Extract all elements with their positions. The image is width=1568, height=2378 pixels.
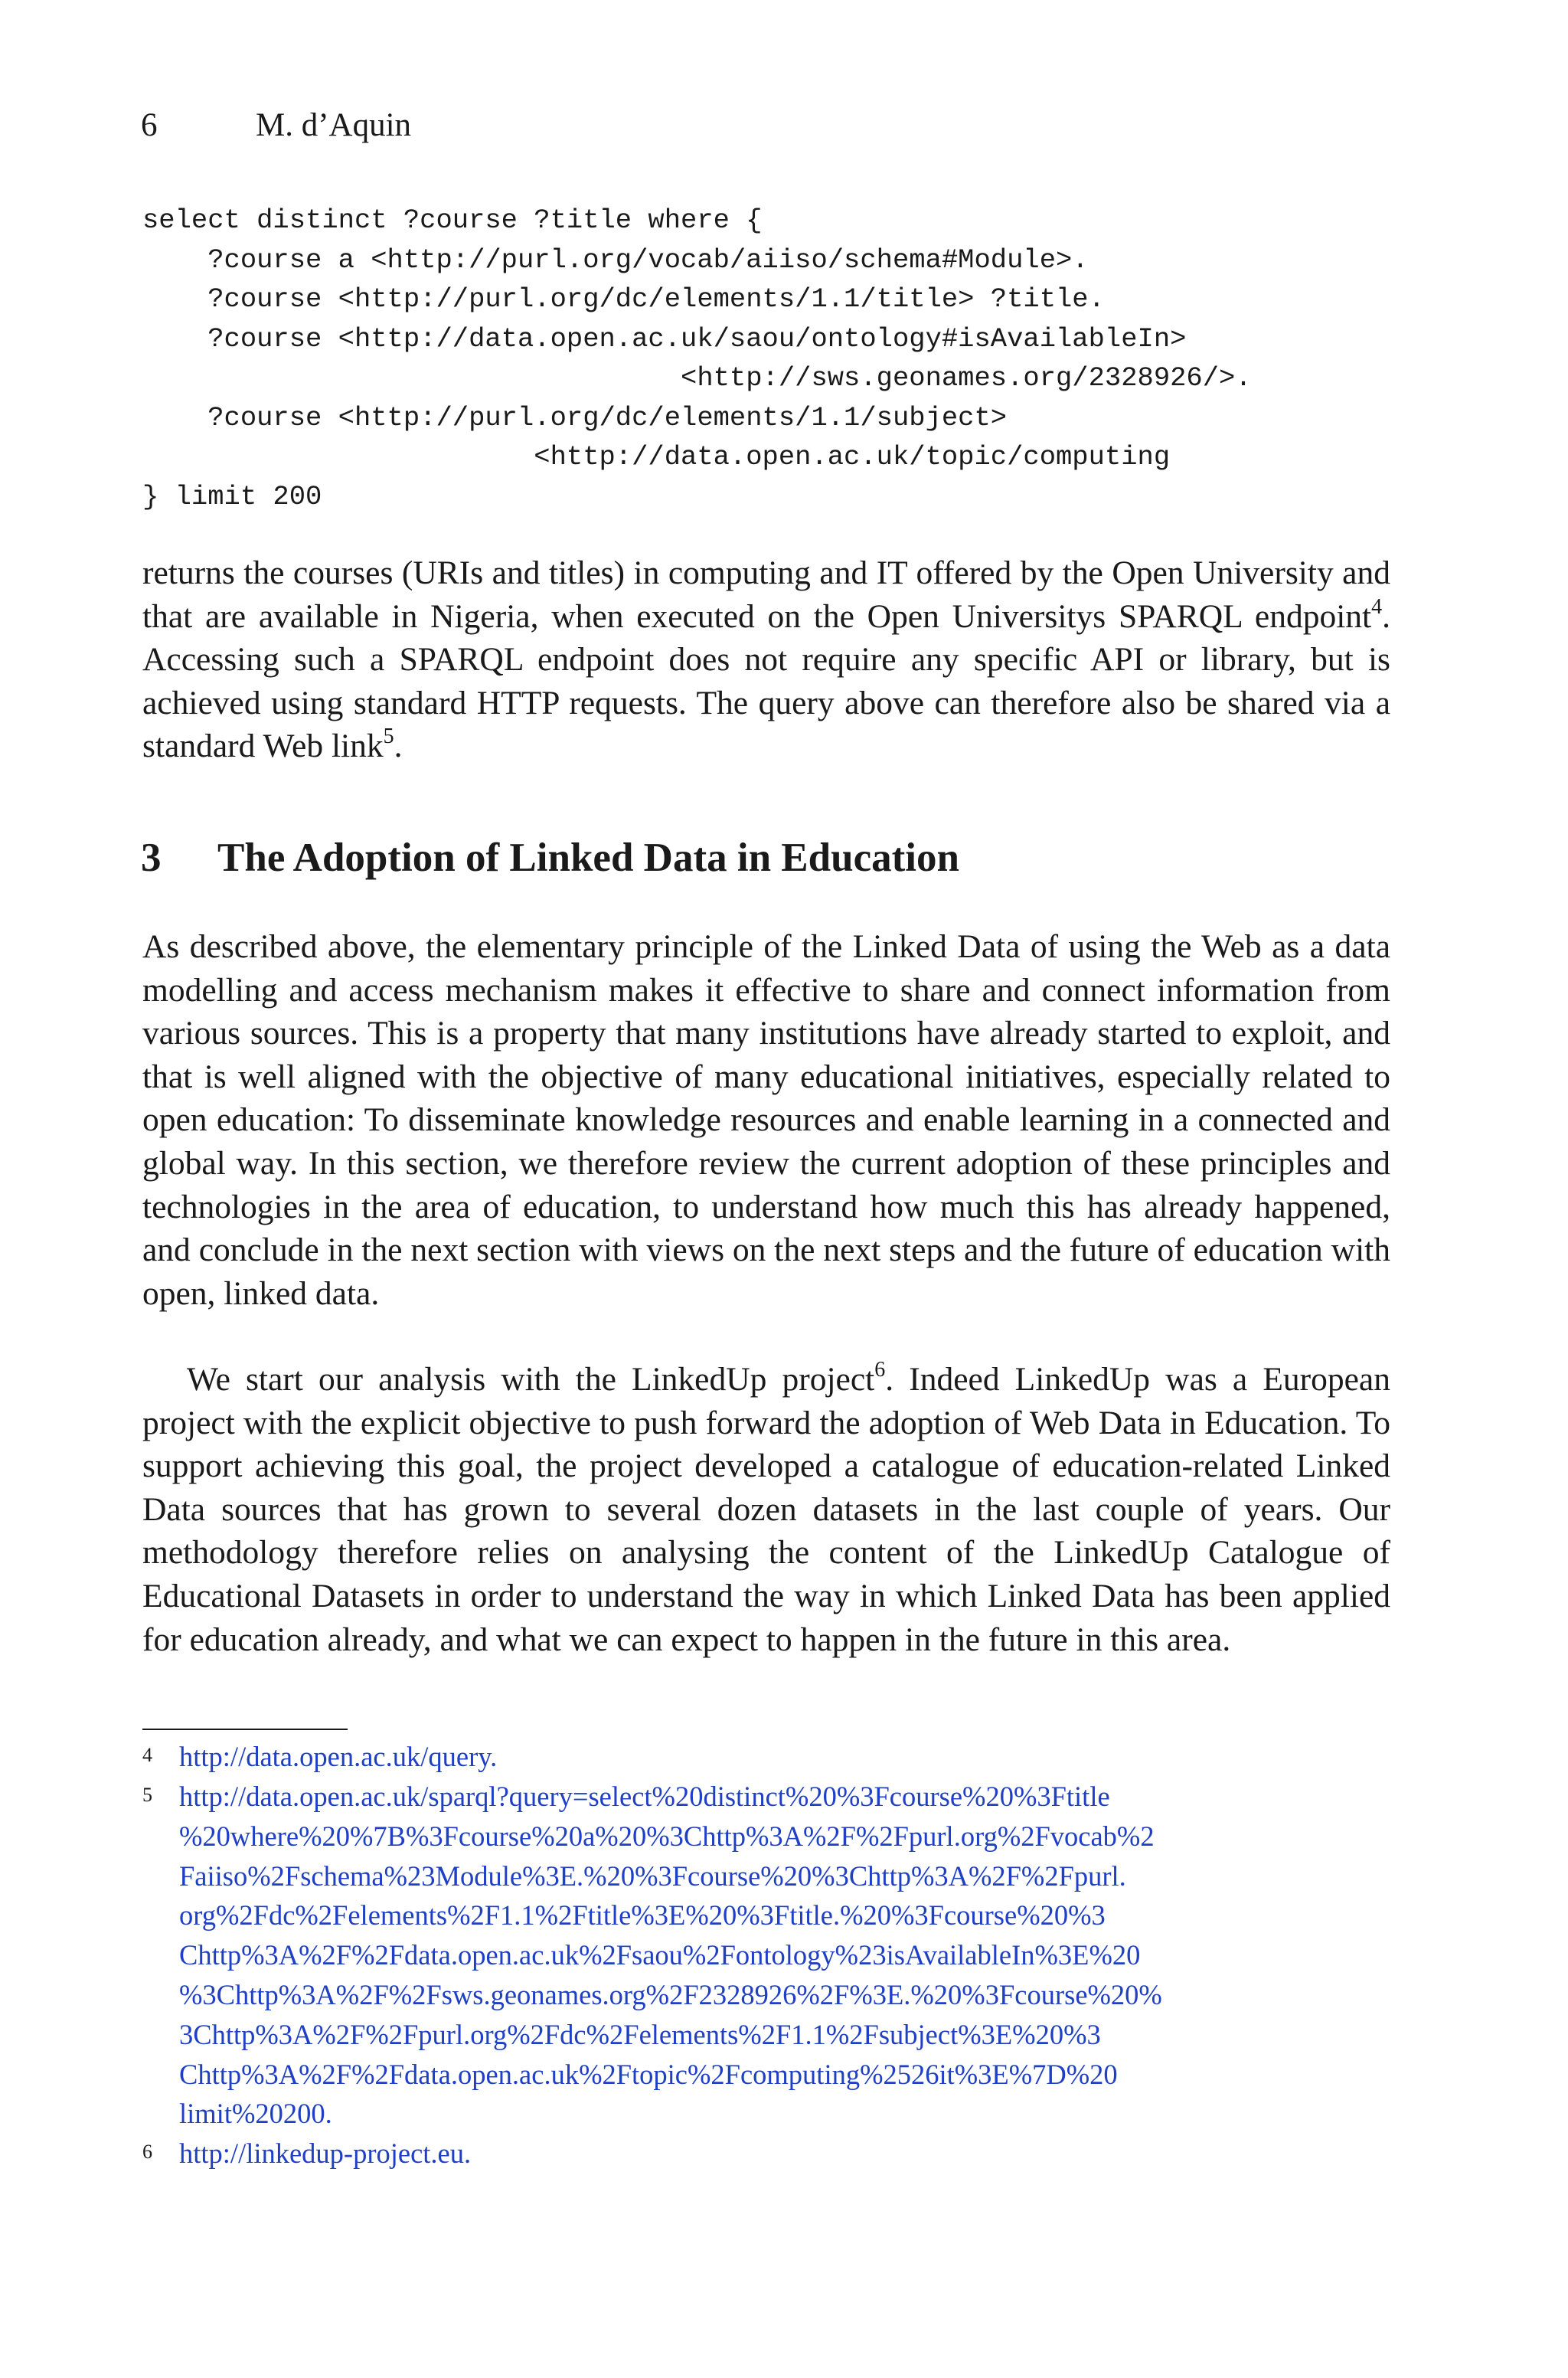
footnote-mark: 6	[142, 2141, 152, 2163]
footnote-mark: 5	[142, 1784, 152, 1806]
paragraph-linkedup-methodology: We start our analysis with the LinkedUp project$^6$. Indeed LinkedUp was a European project with the explicit objective to push forward the adoption of Web Data in Education. To support achieving this goal, the project developed a catalogue of education-related Linked Data sources that has grown to several dozen datasets in the last couple of years. Our methodology therefore relies on analysing the content of the LinkedUp Catalogue of Educational Datasets in order to understand the way in which Linked Data has been applied for education already, and what we can expect to happen in the future in this area.	[142, 1358, 1390, 1658]
sparql-code-block	[142, 201, 1429, 516]
code-line: ?course a <http://purl.org/vocab/aiiso/schema#Module>.	[142, 244, 1089, 276]
footnote-divider	[142, 1729, 348, 1730]
code-line: <http://sws.geonames.org/2328926/>.	[142, 362, 1252, 394]
footnote-6	[142, 2134, 1398, 2174]
code-line: } limit 200	[142, 480, 322, 512]
section-number: 3	[141, 836, 162, 880]
code-line: ?course <http://data.open.ac.uk/saou/ontology#isAvailableIn>	[142, 322, 1187, 355]
footnote-4	[142, 1737, 1398, 1777]
page-number: 6	[141, 107, 158, 143]
code-line: select distinct ?course ?title where {	[142, 204, 763, 236]
footnote-5-link[interactable]: http://data.open.ac.uk/sparql?query=select%20distinct%20%3Fcourse%20%3Ftitle %20where%20%7B%3Fcourse%20a%20%3Chttp%3A%2F%2Fpurl.org%2Fvocab%2 Faiiso%2Fschema%23Module%3E.%20%3Fcourse%20%3Chttp%3A%2F%2Fpurl. org%2Fdc%2Felements%2F1.1%2Ftitle%3E%20%3Ftitle.%20%3Fcourse%20%3 Chttp%3A%2F%2Fdata.open.ac.uk%2Fsaou%2Fontology%23isAvailableIn%3E%20 %3Chttp%3A%2F%2Fsws.geonames.org%2F2328926%2F%3E.%20%3Fcourse%20% 3Chttp%3A%2F%2Fpurl.org%2Fdc%2Felements%2F1.1%2Fsubject%3E%20%3 Chttp%3A%2F%2Fdata.open.ac.uk%2Ftopic%2Fcomputing%2526it%3E%7D%20 limit%20200.	[179, 1781, 1162, 2130]
running-header	[141, 104, 411, 147]
footnote-6-link[interactable]: http://linkedup-project.eu.	[179, 2138, 472, 2169]
paragraph-adoption-intro: As described above, the elementary principle of the Linked Data of using the Web as a data modelling and access mechanism makes it effective to share and connect information from various sources. This is a property that many institutions have already started to exploit, and that is well aligned with the objective of many educational initiatives, especially related to open education: To disseminate knowledge resources and enable learning in a connected and global way. In this section, we therefore review the current adoption of these principles and technologies in the area of education, to understand how much this has already happened, and conclude in the next section with views on the next steps and the future of education with open, linked data.	[142, 928, 1390, 1312]
section-heading	[141, 833, 959, 882]
code-line: ?course <http://purl.org/dc/elements/1.1/subject>	[142, 401, 1008, 433]
footnote-ref-4[interactable]: 4	[1371, 594, 1383, 619]
footnote-4-link[interactable]: http://data.open.ac.uk/query.	[179, 1741, 498, 1772]
code-line: ?course <http://purl.org/dc/elements/1.1/title> ?title.	[142, 283, 1105, 315]
paragraph-sparql-explanation: returns the courses (URIs and titles) in computing and IT offered by the Open University and that are available in Nigeria, when executed on the Open Universitys SPARQL endpoint$^4$. Accessing such a SPARQL endpoint does not require any specific API or library, but is achieved using standard HTTP requests. The query above can therefore also be shared via a standard Web link$^5$.	[142, 554, 1390, 765]
author-name: M. d’Aquin	[256, 107, 412, 143]
section-title-text: The Adoption of Linked Data in Education	[217, 836, 959, 880]
code-line: <http://data.open.ac.uk/topic/computing	[142, 441, 1171, 473]
footnote-5	[142, 1777, 1398, 2134]
footnote-ref-5[interactable]: 5	[383, 725, 394, 749]
footnote-mark: 4	[142, 1744, 152, 1766]
footnote-ref-6[interactable]: 6	[874, 1358, 886, 1382]
